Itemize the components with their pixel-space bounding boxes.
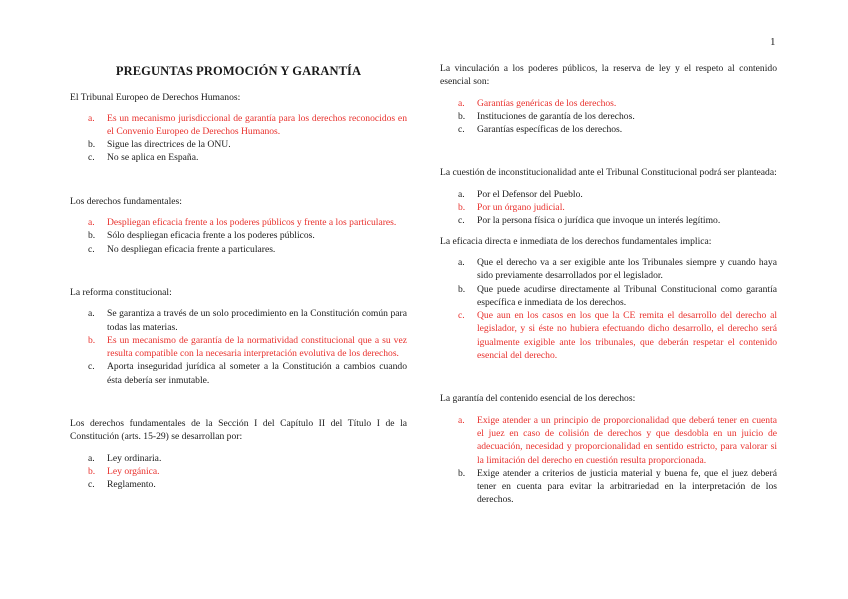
- option-item: b. Que puede acudirse directamente al Tribunal Constitucional como garantía específica e inmediata de los derechos.: [458, 283, 777, 308]
- option-item: c. Aporta inseguridad jurídica al someter a la Constitución a cambios cuando ésta debería ser inmutable.: [88, 361, 407, 386]
- option-item: c. Por la persona física o jurídica que invoque un interés legítimo.: [458, 215, 721, 227]
- option-item: b. Sólo despliegan eficacia frente a los poderes públicos.: [88, 230, 315, 242]
- option-item-correct: b. Por un órgano judicial.: [458, 202, 565, 214]
- left-column: [70, 62, 407, 492]
- option-item: c. Garantías específicas de los derechos.: [458, 124, 623, 136]
- option-list: [70, 216, 407, 256]
- option-item: a. Que el derecho va a ser exigible ante los Tribunales siempre y cuando haya sido previamente desarrollados por el legislador.: [458, 256, 777, 282]
- question-prompt: Los derechos fundamentales de la Sección I del Capítulo II del Título I de la Constitución (arts. 15-29) se desarrollan por:: [70, 418, 407, 443]
- option-list: [70, 307, 407, 387]
- option-item-correct: a. Despliegan eficacia frente a los poderes públicos y frente a los particulares.: [88, 217, 397, 229]
- option-list: [440, 188, 777, 228]
- question-prompt: La garantía del contenido esencial de los derechos:: [440, 393, 636, 405]
- option-list: [440, 97, 777, 137]
- right-column: [440, 62, 777, 507]
- option-item: a. Ley ordinaria.: [88, 452, 162, 464]
- option-list: [70, 452, 407, 492]
- option-item: c. Reglamento.: [88, 479, 156, 491]
- option-item: a. Por el Defensor del Pueblo.: [458, 188, 583, 200]
- option-item-correct: b. Es un mecanismo de garantía de la normatividad constitucional que a su vez resulta compatible con la necesaria interpretación evolutiva de los derechos.: [88, 334, 407, 360]
- option-list: [440, 414, 777, 507]
- option-item-correct: a. Garantías genéricas de los derechos.: [458, 97, 617, 109]
- question-prompt: El Tribunal Europeo de Derechos Humanos:: [70, 92, 241, 104]
- option-list: [440, 256, 777, 362]
- question-prompt: La vinculación a los poderes públicos, la reserva de ley y el respeto al contenido esencial son:: [440, 63, 777, 88]
- option-item-correct: b. Ley orgánica.: [88, 465, 160, 477]
- option-item: b. Sigue las directrices de la ONU.: [88, 139, 231, 151]
- question-prompt: La eficacia directa e inmediata de los derechos fundamentales implica:: [440, 235, 712, 247]
- option-item: b. Exige atender a criterios de justicia material y buena fe, que el juez deberá tener en cuenta para evitar la arbitrariedad en la interpretación de los derechos.: [458, 467, 777, 506]
- question-prompt: Los derechos fundamentales:: [70, 195, 182, 207]
- option-item-correct: c. Que aun en los casos en los que la CE remita el desarrollo del derecho al legislador, y si éste no hubiera efectuando dicho desarrollo, el derecho será igualmente exigible ante los tribunales, que deberán respetar el contenido esencial del derecho.: [458, 310, 777, 362]
- option-item: b. Instituciones de garantía de los derechos.: [458, 110, 635, 122]
- option-list: [70, 112, 407, 165]
- option-item: a. Se garantiza a través de un solo procedimiento en la Constitución común para todas las materias.: [88, 308, 407, 333]
- option-item-correct: a. Es un mecanismo jurisdiccional de garantía para los derechos reconocidos en el Convenio Europeo de Derechos Humanos.: [88, 112, 407, 137]
- option-item-correct: a. Exige atender a un principio de proporcionalidad que deberá tener en cuenta el juez en caso de colisión de derechos y que desdobla en un juicio de adecuación, necesidad y proporcionalidad en sentido estricto, para valorar si la limitación del derecho en cuestión resulta proporcionada.: [458, 414, 777, 466]
- page-title: PREGUNTAS PROMOCIÓN Y GARANTÍA: [115, 64, 362, 78]
- page-number: 1: [770, 36, 776, 48]
- option-item: c. No se aplica en España.: [88, 152, 199, 164]
- option-item: c. No despliegan eficacia frente a particulares.: [88, 243, 276, 255]
- question-prompt: La reforma constitucional:: [70, 286, 172, 298]
- question-prompt: La cuestión de inconstitucionalidad ante el Tribunal Constitucional podrá ser planteada:: [440, 167, 777, 179]
